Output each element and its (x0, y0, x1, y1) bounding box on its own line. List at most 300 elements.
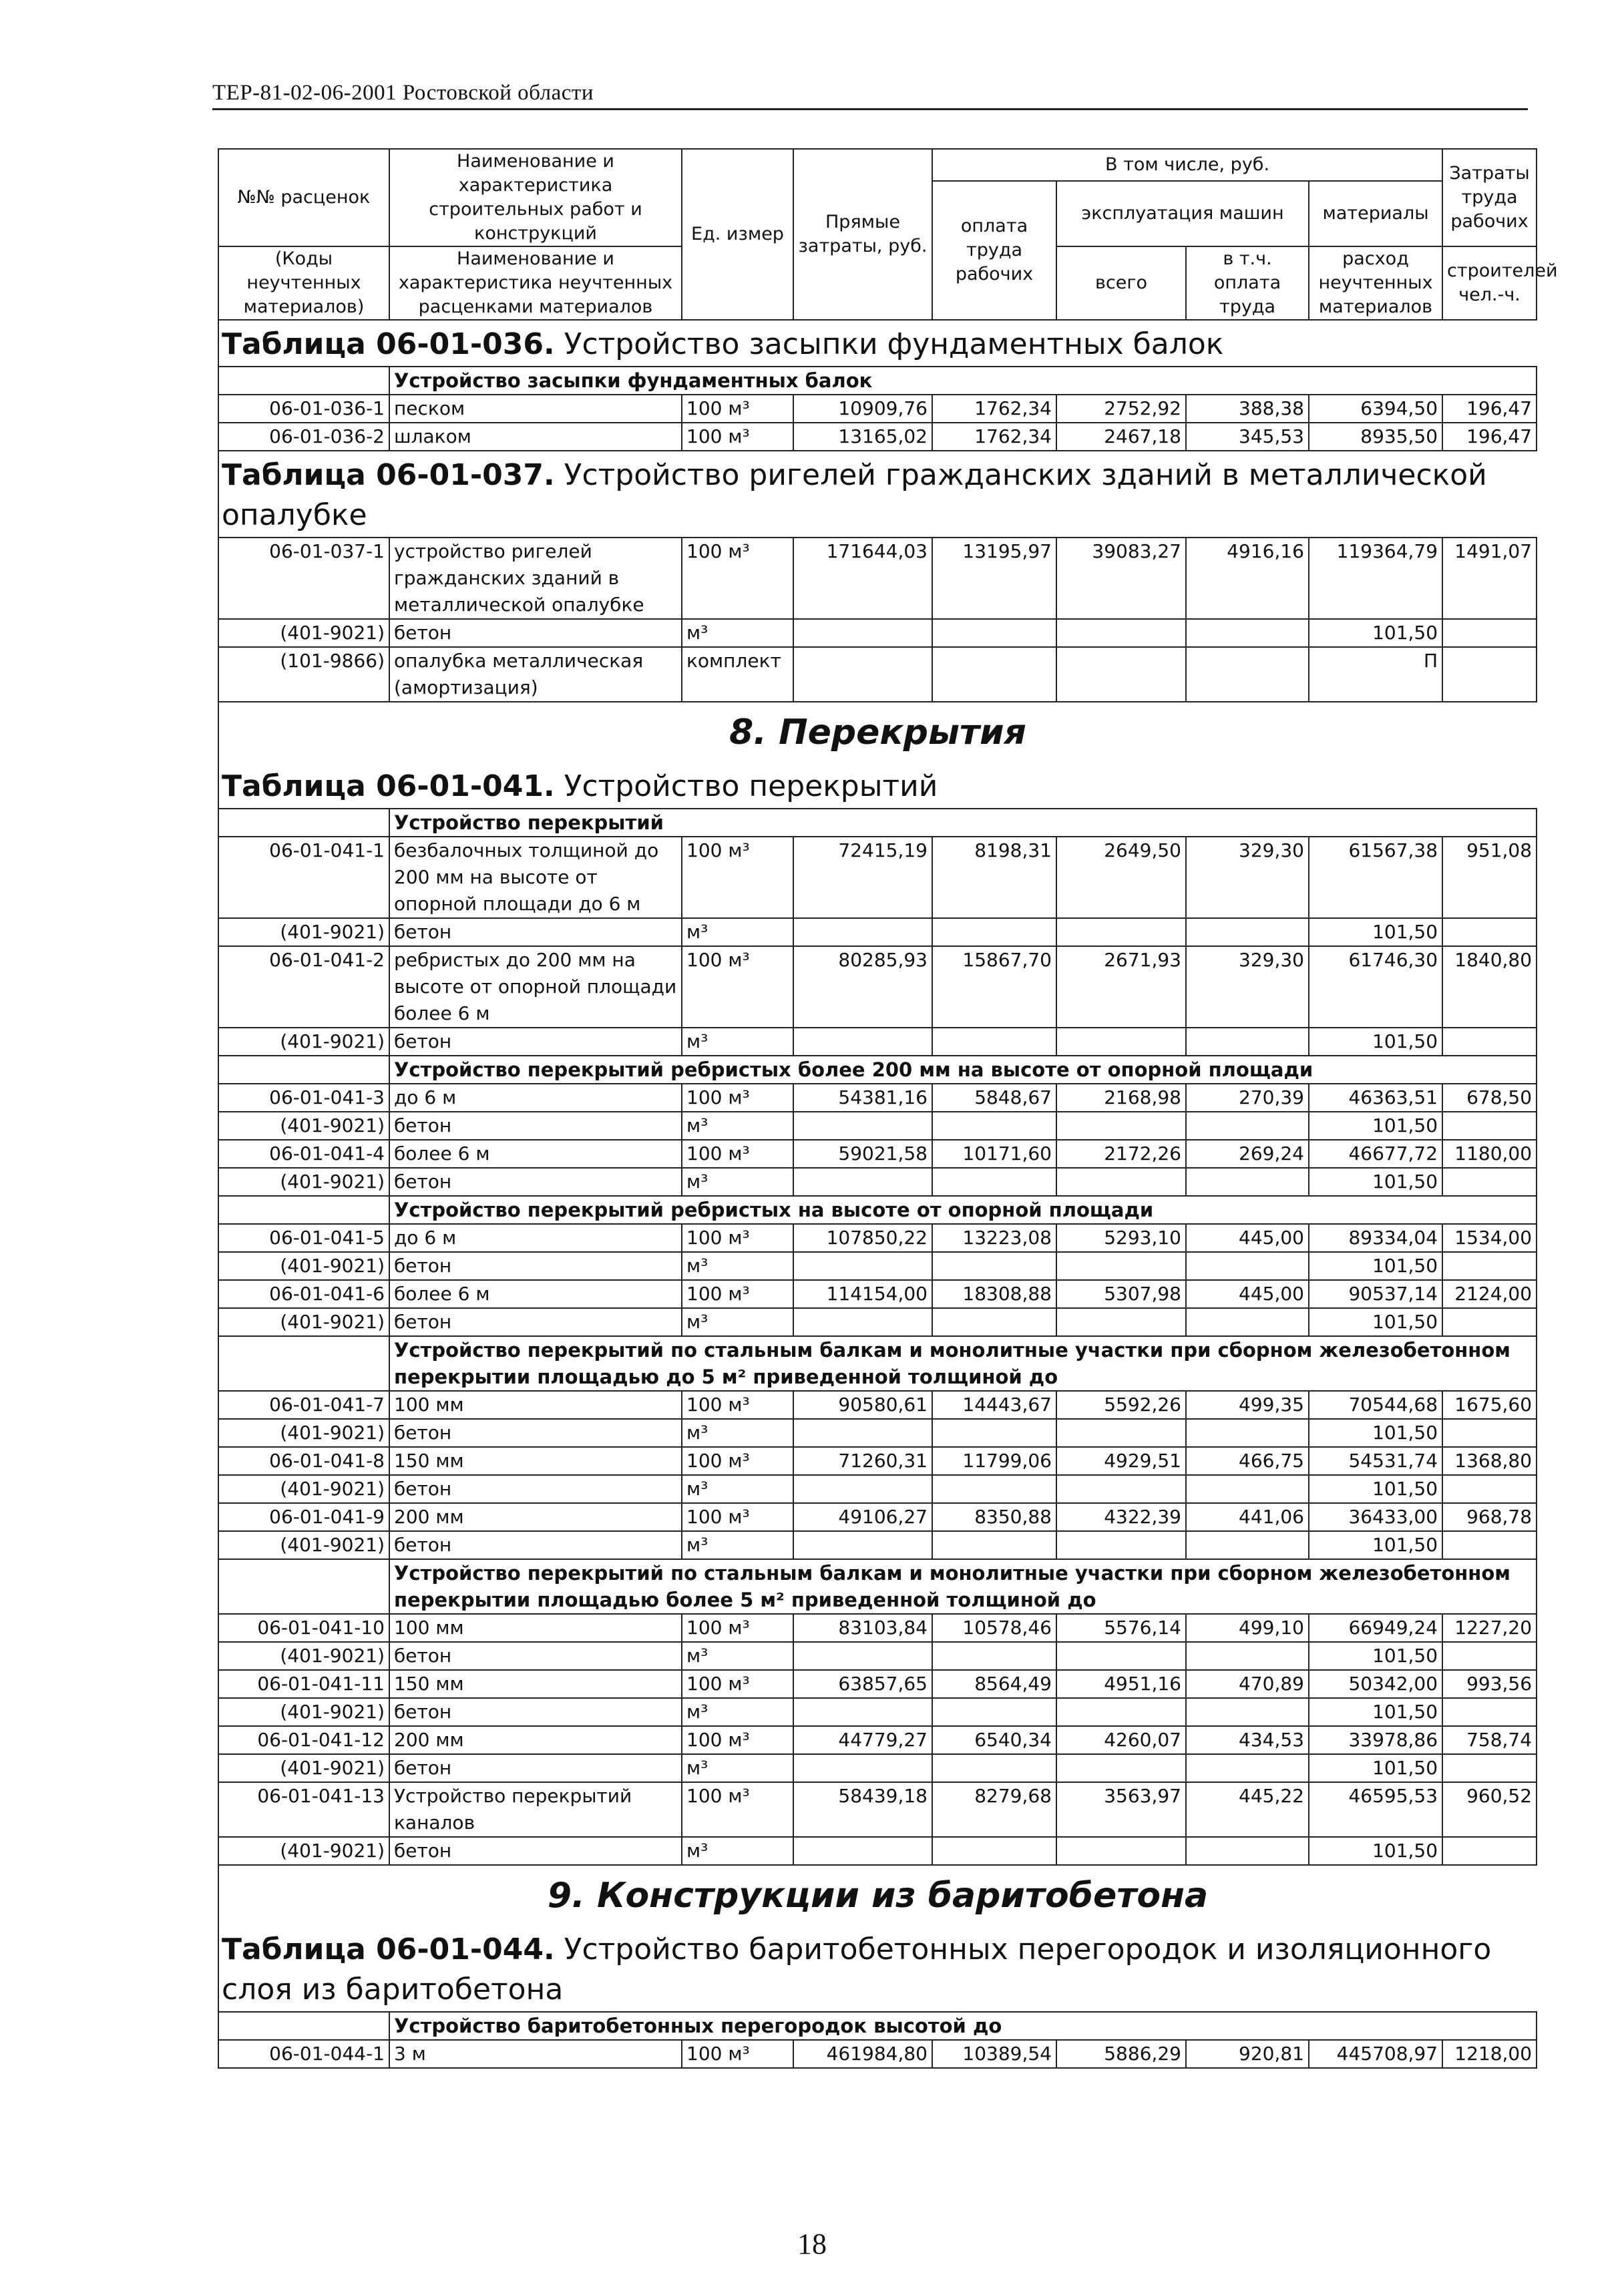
labor-hours (1442, 918, 1537, 946)
machines-labor-pay: 445,22 (1186, 1782, 1309, 1837)
table-row (218, 1224, 1537, 1252)
machines-total: 5592,26 (1056, 1391, 1186, 1419)
labor-hours: 2124,00 (1442, 1280, 1537, 1308)
rate-unit: м³ (682, 1754, 793, 1782)
materials-cost: 50342,00 (1309, 1670, 1442, 1698)
labor-hours: 196,47 (1442, 423, 1537, 451)
materials-cost: 6394,50 (1309, 395, 1442, 423)
group-heading: Устройство перекрытий ребристых более 200 мм на высоте от опорной площади (389, 1056, 1537, 1084)
rate-name: бетон (389, 1028, 682, 1056)
machines-labor-pay (1186, 1754, 1309, 1782)
materials-cost: 46595,53 (1309, 1782, 1442, 1837)
labor-hours: 678,50 (1442, 1084, 1537, 1112)
rate-name: бетон (389, 1168, 682, 1196)
materials-cost: 101,50 (1309, 918, 1442, 946)
machines-total (1056, 1028, 1186, 1056)
machines-labor-pay (1186, 1028, 1309, 1056)
machines-labor-pay (1186, 1837, 1309, 1865)
group-code-cell (218, 1559, 389, 1614)
materials-cost: 445708,97 (1309, 2040, 1442, 2068)
rate-code: (401-9021) (218, 1112, 389, 1140)
table-title-text: Устройство засыпки фундаментных балок (564, 327, 1224, 361)
rate-name: 150 мм (389, 1670, 682, 1698)
labor-pay: 10389,54 (932, 2040, 1056, 2068)
table-title-number: Таблица 06-01-037. (222, 458, 555, 492)
labor-hours: 1368,80 (1442, 1447, 1537, 1475)
rate-code: 06-01-041-1 (218, 837, 389, 918)
labor-pay (932, 1642, 1056, 1670)
page-header (212, 81, 1528, 110)
table-row (218, 1084, 1537, 1112)
table-row (218, 1252, 1537, 1280)
labor-hours (1442, 1642, 1537, 1670)
materials-cost: 101,50 (1309, 1698, 1442, 1726)
labor-pay (932, 1837, 1056, 1865)
direct-cost: 59021,58 (793, 1140, 932, 1168)
table-title-number: Таблица 06-01-044. (222, 1932, 555, 1966)
labor-hours: 1227,20 (1442, 1614, 1537, 1642)
table-row (218, 1726, 1537, 1754)
machines-total (1056, 1698, 1186, 1726)
materials-cost: 101,50 (1309, 1419, 1442, 1447)
direct-cost (793, 918, 932, 946)
rate-name: 200 мм (389, 1726, 682, 1754)
materials-cost: 61746,30 (1309, 946, 1442, 1028)
header-code: №№ расценок (218, 149, 389, 246)
header-code-bottom: (Коды неучтенных материалов) (218, 246, 389, 320)
rate-unit: 100 м³ (682, 1670, 793, 1698)
machines-labor-pay: 470,89 (1186, 1670, 1309, 1698)
table-title-row (218, 320, 1537, 367)
rate-code: 06-01-041-9 (218, 1503, 389, 1531)
table-row (218, 1782, 1537, 1837)
page-number: 18 (797, 2228, 827, 2260)
labor-hours: 1534,00 (1442, 1224, 1537, 1252)
direct-cost (793, 1698, 932, 1726)
machines-total (1056, 1112, 1186, 1140)
table-row (218, 1670, 1537, 1698)
rate-name: до 6 м (389, 1084, 682, 1112)
rate-unit: 100 м³ (682, 395, 793, 423)
machines-labor-pay: 499,35 (1186, 1391, 1309, 1419)
machines-total: 2649,50 (1056, 837, 1186, 918)
machines-labor-pay: 445,00 (1186, 1280, 1309, 1308)
labor-hours (1442, 1754, 1537, 1782)
labor-pay (932, 647, 1056, 702)
table-row (218, 1837, 1537, 1865)
machines-labor-pay: 345,53 (1186, 423, 1309, 451)
rate-code: 06-01-041-3 (218, 1084, 389, 1112)
rate-name: ребристых до 200 мм на высоте от опорной площади более 6 м (389, 946, 682, 1028)
rate-unit: м³ (682, 1642, 793, 1670)
rate-unit: 100 м³ (682, 1782, 793, 1837)
direct-cost: 461984,80 (793, 2040, 932, 2068)
table-row (218, 1280, 1537, 1308)
machines-total (1056, 619, 1186, 647)
machines-labor-pay: 4916,16 (1186, 538, 1309, 619)
labor-hours (1442, 1475, 1537, 1503)
materials-cost: 33978,86 (1309, 1726, 1442, 1754)
direct-cost: 49106,27 (793, 1503, 932, 1531)
machines-labor-pay: 269,24 (1186, 1140, 1309, 1168)
section-heading-row (218, 702, 1537, 763)
machines-labor-pay (1186, 1112, 1309, 1140)
labor-pay: 8279,68 (932, 1782, 1056, 1837)
rate-unit: 100 м³ (682, 946, 793, 1028)
labor-hours (1442, 619, 1537, 647)
rate-name: устройство ригелей гражданских зданий в металлической опалубке (389, 538, 682, 619)
materials-cost: 54531,74 (1309, 1447, 1442, 1475)
rate-code: (401-9021) (218, 1308, 389, 1336)
table-row (218, 1391, 1537, 1419)
materials-cost: 101,50 (1309, 1308, 1442, 1336)
table-row (218, 1308, 1537, 1336)
rate-unit: 100 м³ (682, 1614, 793, 1642)
machines-labor-pay: 441,06 (1186, 1503, 1309, 1531)
rate-name: более 6 м (389, 1280, 682, 1308)
table-row (218, 647, 1537, 702)
labor-pay: 10578,46 (932, 1614, 1056, 1642)
table-row (218, 1642, 1537, 1670)
direct-cost (793, 619, 932, 647)
materials-cost: 101,50 (1309, 1531, 1442, 1559)
header-name: Наименование и характеристика строительных работ и конструкций (389, 149, 682, 246)
table-row (218, 1531, 1537, 1559)
machines-total (1056, 1308, 1186, 1336)
header-machines: эксплуатация машин (1056, 181, 1309, 246)
machines-labor-pay: 445,00 (1186, 1224, 1309, 1252)
section-heading: 9. Конструкции из баритобетона (218, 1865, 1537, 1926)
direct-cost: 72415,19 (793, 837, 932, 918)
materials-cost: 90537,14 (1309, 1280, 1442, 1308)
rate-code: (401-9021) (218, 1475, 389, 1503)
rate-code: (401-9021) (218, 1419, 389, 1447)
table-row (218, 395, 1537, 423)
table-title-text: Устройство ригелей гражданских зданий в металлической опалубке (222, 458, 1487, 532)
table-title-number: Таблица 06-01-041. (222, 769, 555, 803)
rate-name: бетон (389, 1475, 682, 1503)
rates-table (218, 148, 1558, 2069)
table-row (218, 1112, 1537, 1140)
labor-hours (1442, 1028, 1537, 1056)
machines-total (1056, 1168, 1186, 1196)
rate-unit: 100 м³ (682, 1503, 793, 1531)
rate-unit: м³ (682, 619, 793, 647)
table-title (218, 763, 1537, 809)
rate-unit: м³ (682, 1112, 793, 1140)
labor-hours (1442, 1252, 1537, 1280)
rate-unit: м³ (682, 1698, 793, 1726)
page-header-text: ТЕР-81-02-06-2001 Ростовской области (212, 81, 594, 105)
labor-hours: 758,74 (1442, 1726, 1537, 1754)
labor-pay (932, 1112, 1056, 1140)
rate-name: бетон (389, 1837, 682, 1865)
rate-name: песком (389, 395, 682, 423)
rate-code: 06-01-041-11 (218, 1670, 389, 1698)
labor-pay: 14443,67 (932, 1391, 1056, 1419)
labor-pay: 13195,97 (932, 538, 1056, 619)
group-row (218, 1336, 1537, 1391)
rate-code: (401-9021) (218, 1168, 389, 1196)
rate-code: (401-9021) (218, 1642, 389, 1670)
materials-cost: 46363,51 (1309, 1084, 1442, 1112)
rate-unit: м³ (682, 1419, 793, 1447)
rate-name: бетон (389, 1112, 682, 1140)
materials-cost: 101,50 (1309, 1837, 1442, 1865)
machines-total: 4951,16 (1056, 1670, 1186, 1698)
rate-code: 06-01-037-1 (218, 538, 389, 619)
table-title (218, 320, 1537, 367)
materials-cost: 101,50 (1309, 1028, 1442, 1056)
table-row (218, 1447, 1537, 1475)
rate-unit: 100 м³ (682, 1280, 793, 1308)
machines-total (1056, 1754, 1186, 1782)
table-row (218, 1140, 1537, 1168)
labor-pay (932, 1028, 1056, 1056)
direct-cost (793, 1419, 932, 1447)
rate-unit: м³ (682, 1028, 793, 1056)
labor-hours: 1840,80 (1442, 946, 1537, 1028)
materials-cost: 61567,38 (1309, 837, 1442, 918)
machines-total: 2671,93 (1056, 946, 1186, 1028)
labor-hours: 1491,07 (1442, 538, 1537, 619)
machines-labor-pay: 434,53 (1186, 1726, 1309, 1754)
rate-name: бетон (389, 1419, 682, 1447)
rate-unit: 100 м³ (682, 2040, 793, 2068)
rate-code: (401-9021) (218, 1028, 389, 1056)
labor-hours (1442, 1698, 1537, 1726)
group-code-cell (218, 809, 389, 837)
direct-cost: 71260,31 (793, 1447, 932, 1475)
machines-total: 3563,97 (1056, 1782, 1186, 1837)
machines-total: 4260,07 (1056, 1726, 1186, 1754)
table-row (218, 1475, 1537, 1503)
rate-unit: м³ (682, 1168, 793, 1196)
machines-labor-pay (1186, 1252, 1309, 1280)
machines-total: 2752,92 (1056, 395, 1186, 423)
rate-name: до 6 м (389, 1224, 682, 1252)
table-row (218, 837, 1537, 918)
rate-unit: 100 м³ (682, 1084, 793, 1112)
rate-unit: 100 м³ (682, 837, 793, 918)
header-including: В том числе, руб. (932, 149, 1442, 181)
machines-total: 2168,98 (1056, 1084, 1186, 1112)
direct-cost: 83103,84 (793, 1614, 932, 1642)
rate-code: 06-01-041-13 (218, 1782, 389, 1837)
rate-name: 3 м (389, 2040, 682, 2068)
materials-cost: 66949,24 (1309, 1614, 1442, 1642)
group-row (218, 1559, 1537, 1614)
direct-cost: 44779,27 (793, 1726, 932, 1754)
direct-cost (793, 1168, 932, 1196)
rate-name: 100 мм (389, 1391, 682, 1419)
rate-name: 150 мм (389, 1447, 682, 1475)
direct-cost: 114154,00 (793, 1280, 932, 1308)
machines-total (1056, 1252, 1186, 1280)
direct-cost: 13165,02 (793, 423, 932, 451)
table-title-row (218, 451, 1537, 538)
rate-name: 200 мм (389, 1503, 682, 1531)
direct-cost: 10909,76 (793, 395, 932, 423)
table-body (218, 320, 1537, 2068)
table-title-text: Устройство перекрытий (564, 769, 938, 803)
rate-name: бетон (389, 1308, 682, 1336)
materials-cost: 46677,72 (1309, 1140, 1442, 1168)
group-heading: Устройство перекрытий (389, 809, 1537, 837)
labor-hours (1442, 1308, 1537, 1336)
table-row (218, 2040, 1537, 2068)
materials-cost: 101,50 (1309, 1475, 1442, 1503)
rate-unit: 100 м³ (682, 1140, 793, 1168)
group-row (218, 1196, 1537, 1224)
rate-name: бетон (389, 619, 682, 647)
table-row (218, 423, 1537, 451)
rate-name: опалубка металлическая (амортизация) (389, 647, 682, 702)
rate-unit: м³ (682, 918, 793, 946)
table-row (218, 918, 1537, 946)
machines-total (1056, 1837, 1186, 1865)
machines-labor-pay (1186, 1308, 1309, 1336)
rate-unit: 100 м³ (682, 538, 793, 619)
rate-code: (401-9021) (218, 1837, 389, 1865)
rate-code: 06-01-041-4 (218, 1140, 389, 1168)
table-row (218, 946, 1537, 1028)
group-code-cell (218, 1056, 389, 1084)
labor-hours: 968,78 (1442, 1503, 1537, 1531)
direct-cost: 80285,93 (793, 946, 932, 1028)
direct-cost (793, 1837, 932, 1865)
machines-labor-pay: 270,39 (1186, 1084, 1309, 1112)
labor-pay (932, 1698, 1056, 1726)
table-row (218, 1503, 1537, 1531)
direct-cost: 58439,18 (793, 1782, 932, 1837)
machines-total: 2467,18 (1056, 423, 1186, 451)
direct-cost (793, 1475, 932, 1503)
machines-total: 4322,39 (1056, 1503, 1186, 1531)
materials-cost: 119364,79 (1309, 538, 1442, 619)
group-code-cell (218, 367, 389, 395)
machines-labor-pay: 388,38 (1186, 395, 1309, 423)
machines-total (1056, 1531, 1186, 1559)
materials-cost: 36433,00 (1309, 1503, 1442, 1531)
materials-cost: 101,50 (1309, 1112, 1442, 1140)
direct-cost (793, 1308, 932, 1336)
materials-cost: 8935,50 (1309, 423, 1442, 451)
rate-code: 06-01-041-6 (218, 1280, 389, 1308)
direct-cost (793, 1028, 932, 1056)
rate-code: 06-01-041-5 (218, 1224, 389, 1252)
labor-pay: 11799,06 (932, 1447, 1056, 1475)
machines-total (1056, 1475, 1186, 1503)
labor-pay: 8198,31 (932, 837, 1056, 918)
labor-pay: 13223,08 (932, 1224, 1056, 1252)
table-row (218, 1419, 1537, 1447)
machines-labor-pay: 329,30 (1186, 837, 1309, 918)
machines-labor-pay (1186, 647, 1309, 702)
group-heading: Устройство перекрытий по стальным балкам и монолитные участки при сборном железобетонном перекрытии площадью до 5 м² приведенной толщиной до (389, 1336, 1537, 1391)
rate-name: бетон (389, 1754, 682, 1782)
machines-total: 2172,26 (1056, 1140, 1186, 1168)
labor-hours: 196,47 (1442, 395, 1537, 423)
labor-hours: 951,08 (1442, 837, 1537, 918)
labor-pay: 5848,67 (932, 1084, 1056, 1112)
table-title-text: Устройство баритобетонных перегородок и изоляционного слоя из баритобетона (222, 1932, 1492, 2007)
labor-pay (932, 918, 1056, 946)
header-labor-top: Затраты труда рабочих (1442, 149, 1537, 246)
machines-labor-pay (1186, 1642, 1309, 1670)
machines-labor-pay (1186, 1531, 1309, 1559)
materials-cost: 101,50 (1309, 1252, 1442, 1280)
labor-hours: 1675,60 (1442, 1391, 1537, 1419)
labor-hours: 960,52 (1442, 1782, 1537, 1837)
machines-total: 4929,51 (1056, 1447, 1186, 1475)
materials-cost: 101,50 (1309, 1642, 1442, 1670)
machines-total: 5886,29 (1056, 2040, 1186, 2068)
section-heading-row (218, 1865, 1537, 1926)
rate-name: бетон (389, 1531, 682, 1559)
table-title (218, 451, 1537, 538)
group-heading: Устройство баритобетонных перегородок высотой до (389, 2012, 1537, 2040)
direct-cost (793, 1642, 932, 1670)
direct-cost: 90580,61 (793, 1391, 932, 1419)
table-title-row (218, 763, 1537, 809)
direct-cost (793, 647, 932, 702)
labor-pay: 8350,88 (932, 1503, 1056, 1531)
rate-code: 06-01-044-1 (218, 2040, 389, 2068)
table-row (218, 538, 1537, 619)
header-labor-pay: оплата труда рабочих (932, 181, 1056, 320)
rate-code: (401-9021) (218, 1754, 389, 1782)
labor-hours: 1218,00 (1442, 2040, 1537, 2068)
rate-unit: м³ (682, 1308, 793, 1336)
rate-unit: 100 м³ (682, 1447, 793, 1475)
materials-cost: 70544,68 (1309, 1391, 1442, 1419)
machines-labor-pay: 920,81 (1186, 2040, 1309, 2068)
rate-name: бетон (389, 1252, 682, 1280)
direct-cost (793, 1112, 932, 1140)
rate-unit: м³ (682, 1252, 793, 1280)
labor-pay (932, 1754, 1056, 1782)
rate-code: 06-01-041-10 (218, 1614, 389, 1642)
rate-code: 06-01-041-2 (218, 946, 389, 1028)
rate-unit: 100 м³ (682, 1726, 793, 1754)
labor-pay: 1762,34 (932, 423, 1056, 451)
rate-unit: 100 м³ (682, 1224, 793, 1252)
header-unit: Ед. измер (682, 149, 793, 320)
header-machines-total: всего (1056, 246, 1186, 320)
table-row (218, 1028, 1537, 1056)
table-row (218, 1614, 1537, 1642)
labor-pay (932, 1308, 1056, 1336)
rate-code: (401-9021) (218, 1252, 389, 1280)
section-heading: 8. Перекрытия (218, 702, 1537, 763)
rate-unit: м³ (682, 1475, 793, 1503)
labor-hours (1442, 647, 1537, 702)
rate-name: Устройство перекрытий каналов (389, 1782, 682, 1837)
machines-total (1056, 1419, 1186, 1447)
rate-code: (401-9021) (218, 918, 389, 946)
table-row (218, 1168, 1537, 1196)
rate-code: 06-01-036-2 (218, 423, 389, 451)
direct-cost (793, 1754, 932, 1782)
labor-pay: 6540,34 (932, 1726, 1056, 1754)
rate-code: 06-01-041-8 (218, 1447, 389, 1475)
group-row (218, 367, 1537, 395)
materials-cost: П (1309, 647, 1442, 702)
materials-cost: 101,50 (1309, 1754, 1442, 1782)
table-row (218, 619, 1537, 647)
group-code-cell (218, 1336, 389, 1391)
